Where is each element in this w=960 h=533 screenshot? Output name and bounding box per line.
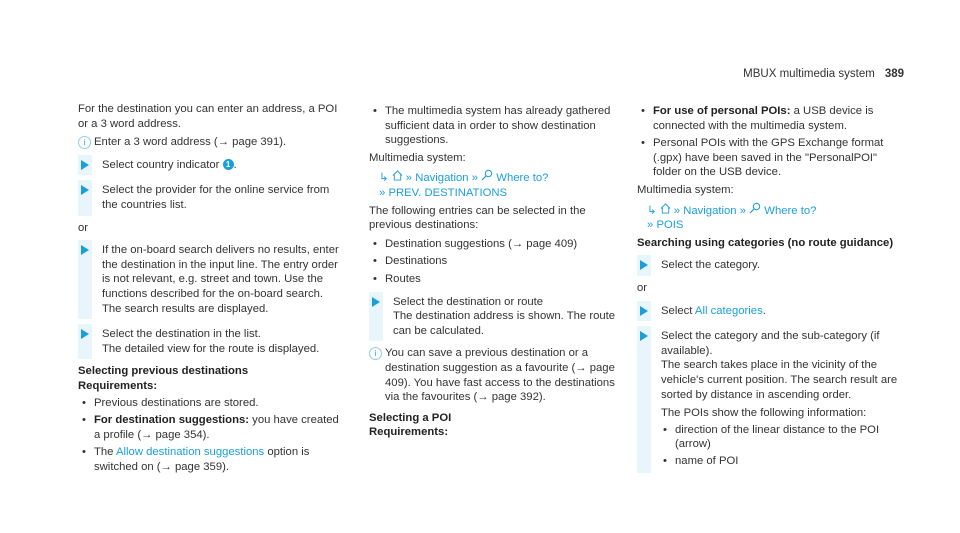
note bbox=[78, 135, 340, 150]
list-item: • Routes bbox=[369, 272, 631, 287]
step: Select All categories. bbox=[637, 301, 899, 322]
list-item: • The multimedia system has already gathered sufficient data in order to show destination suggestions. bbox=[369, 104, 631, 148]
column-2 bbox=[369, 102, 631, 440]
home-icon bbox=[392, 170, 403, 181]
path-prev-destinations[interactable]: PREV. DESTINATIONS bbox=[388, 186, 508, 199]
search-icon bbox=[749, 202, 761, 214]
list-item: • direction of the linear distance to the POI (arrow) bbox=[661, 423, 899, 452]
step-arrow-icon bbox=[81, 329, 89, 339]
paragraph: The following entries can be selected in the previous destinations: bbox=[369, 204, 586, 232]
chevron-icon: » bbox=[405, 172, 413, 185]
chevron-icon: » bbox=[379, 186, 386, 199]
step bbox=[78, 180, 340, 215]
info-icon: i bbox=[78, 136, 91, 149]
list-item: • For use of personal POIs: a USB device is connected with the multimedia system. bbox=[637, 104, 899, 133]
step-text: Select the destination or route bbox=[393, 295, 544, 308]
note bbox=[369, 346, 631, 404]
path-pois[interactable]: POIS bbox=[656, 219, 684, 232]
info-icon: i bbox=[369, 347, 382, 360]
step bbox=[78, 240, 340, 319]
requirements-label: Requirements: bbox=[369, 426, 449, 439]
step-arrow-icon bbox=[640, 260, 648, 270]
home-icon bbox=[660, 203, 671, 214]
step-result: The detailed view for the route is displayed. bbox=[102, 342, 320, 355]
list-item: • The Allow destination suggestions option is switched on (→ page 359). bbox=[78, 445, 340, 474]
setting-link[interactable]: Allow destination suggestions bbox=[115, 446, 265, 459]
note-text: Enter a 3 word address (→ page 391). bbox=[94, 136, 287, 149]
menu-path bbox=[647, 202, 899, 233]
note-text: You can save a previous destination or a destination suggestion as a favourite (→ page 409). You have fast access to the destinations via the favourites (→ page 392). bbox=[385, 347, 615, 404]
list-item: • Previous destinations are stored. bbox=[78, 396, 340, 411]
list-item: • Destinations bbox=[369, 254, 631, 269]
marker-badge: 1 bbox=[223, 159, 234, 170]
step-text: Select the destination in the list. bbox=[102, 328, 261, 341]
step-text: Select the provider for the online service from the countries list. bbox=[102, 184, 330, 211]
step: Select country indicator 1 . bbox=[78, 155, 340, 176]
step-result: The POIs show the following information: bbox=[661, 407, 867, 420]
step-arrow-icon bbox=[640, 306, 648, 316]
path-where-to[interactable]: Where to? bbox=[496, 172, 549, 185]
step-result: The search results are displayed. bbox=[102, 302, 269, 315]
step-arrow-icon bbox=[81, 160, 89, 170]
or-text: or bbox=[78, 221, 89, 234]
requirements-label: Requirements: bbox=[78, 379, 158, 392]
header-title: MBUX multimedia system bbox=[743, 68, 875, 80]
menu-path bbox=[379, 169, 631, 200]
return-arrow-icon: ↳ bbox=[379, 172, 389, 185]
chevron-icon: » bbox=[673, 204, 681, 217]
chevron-icon: » bbox=[647, 219, 654, 232]
column-3 bbox=[637, 102, 899, 478]
all-categories-link[interactable]: All categories bbox=[694, 304, 763, 317]
list-item: • For destination suggestions: you have created a profile (→ page 354). bbox=[78, 413, 340, 442]
section-heading: Searching using categories (no route guidance) bbox=[637, 236, 894, 249]
list-item: • name of POI bbox=[661, 454, 899, 469]
return-arrow-icon: ↳ bbox=[647, 204, 657, 217]
step bbox=[637, 326, 899, 473]
chevron-icon: » bbox=[471, 172, 479, 185]
step-text: Select the category and the sub-category (if available). bbox=[661, 330, 880, 357]
or-text: or bbox=[637, 281, 648, 294]
step bbox=[369, 292, 631, 342]
step-result: The search takes place in the vicinity of the vehicle's current position. The search result are sorted by distance in ascending order. bbox=[661, 359, 898, 401]
step-arrow-icon bbox=[372, 297, 380, 307]
step-result: The destination address is shown. The route can be calculated. bbox=[393, 310, 616, 337]
step bbox=[637, 255, 899, 276]
chevron-icon: » bbox=[739, 204, 747, 217]
step-text: Select the category. bbox=[661, 259, 761, 272]
list-item: • Personal POIs with the GPS Exchange format (.gpx) have been saved in the "PersonalPOI" folder on the USB device. bbox=[637, 136, 899, 180]
path-where-to[interactable]: Where to? bbox=[764, 204, 817, 217]
path-navigation[interactable]: Navigation bbox=[415, 172, 469, 185]
section-heading: Selecting previous destinations bbox=[78, 365, 249, 378]
section-heading: Selecting a POI bbox=[369, 411, 452, 424]
search-icon bbox=[481, 169, 493, 181]
step-arrow-icon bbox=[640, 331, 648, 341]
page-number: 389 bbox=[884, 68, 904, 80]
column-1 bbox=[78, 102, 340, 477]
page-header bbox=[743, 68, 904, 80]
intro-text: For the destination you can enter an address, a POI or a 3 word address. bbox=[78, 103, 338, 130]
step bbox=[78, 324, 340, 359]
multimedia-label: Multimedia system: bbox=[637, 183, 734, 196]
path-navigation[interactable]: Navigation bbox=[683, 204, 737, 217]
step-arrow-icon bbox=[81, 185, 89, 195]
step-text: Select country indicator bbox=[102, 158, 220, 171]
step-arrow-icon bbox=[81, 245, 89, 255]
list-item: • Destination suggestions (→ page 409) bbox=[369, 237, 631, 252]
step-text: If the on-board search delivers no results, enter the destination in the input line. The entry order is not relevant, e.g. street and town. Use the functions described for the on-board search. bbox=[102, 244, 339, 300]
multimedia-label: Multimedia system: bbox=[369, 151, 466, 164]
